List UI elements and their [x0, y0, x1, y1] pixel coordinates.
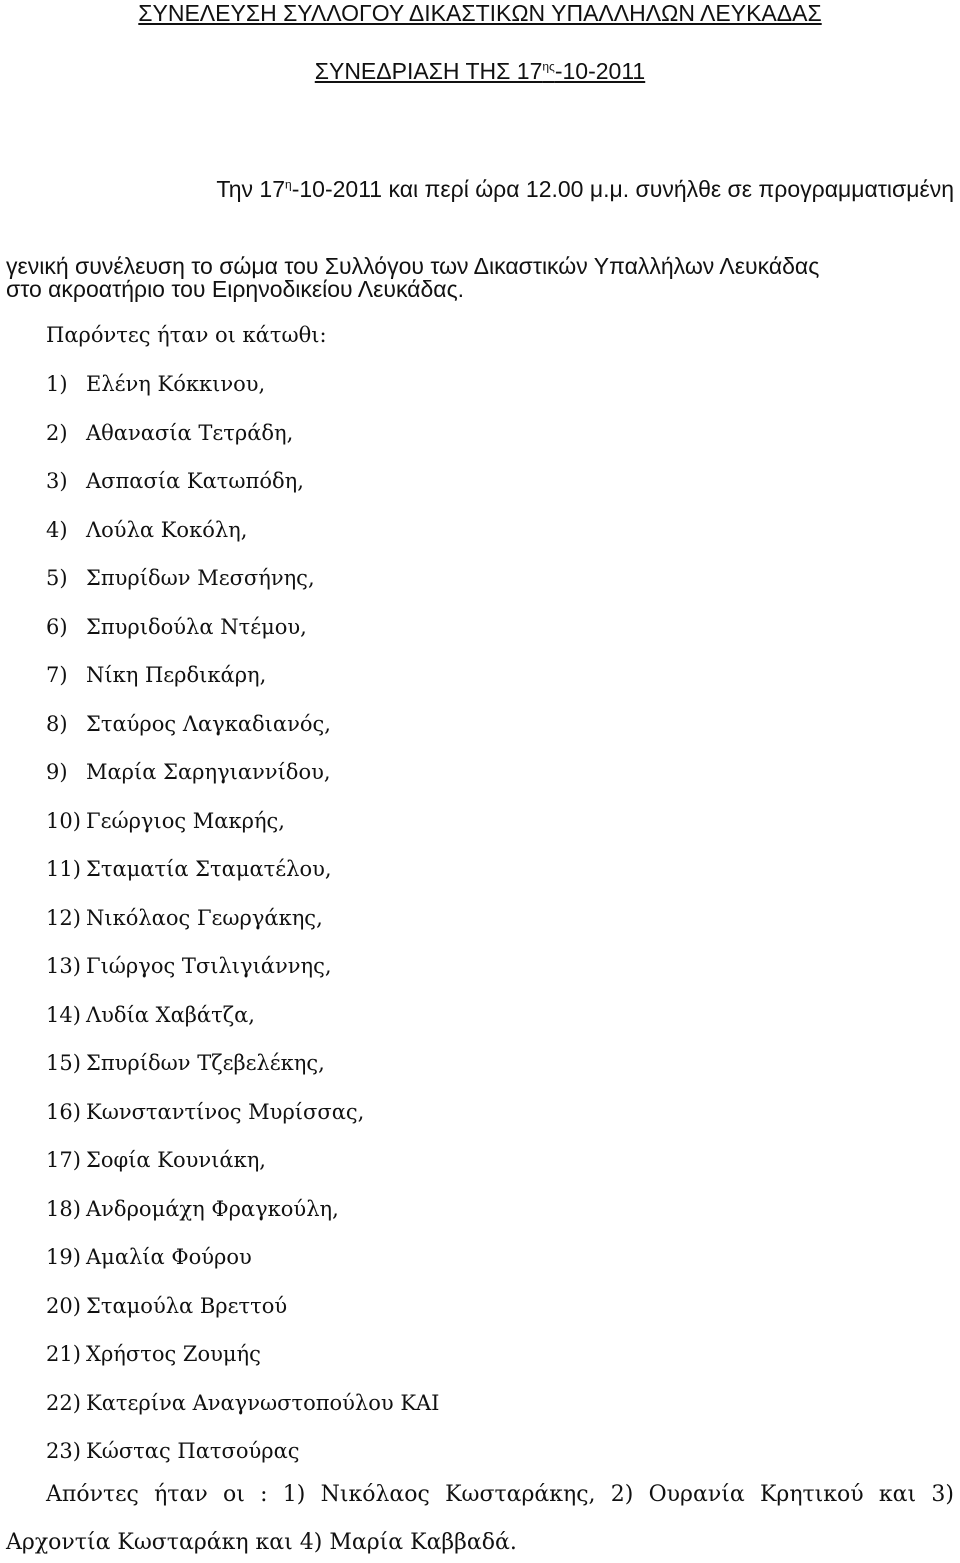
- subtitle-prefix: ΣΥΝΕΔΡΙΑΣΗ ΤΗΣ 17: [314, 58, 543, 84]
- attendee-item: [46, 809, 285, 833]
- absent-line-2: Αρχοντία Κωσταράκη και 4) Μαρία Καββαδά.: [6, 1530, 517, 1555]
- attendee-number: 11): [46, 857, 81, 881]
- attendee-name: Λυδία Χαβάτζα,: [86, 1002, 255, 1027]
- attendee-name: Σταματία Σταματέλου,: [86, 857, 332, 881]
- attendee-number: 23): [46, 1439, 81, 1463]
- attendee-item: [46, 615, 307, 639]
- attendee-number: 18): [46, 1196, 81, 1221]
- attendee-item: [46, 1003, 255, 1027]
- attendee-name: Νικόλαος Γεωργάκης,: [86, 905, 323, 930]
- attendee-name: Σπυριδούλα Ντέμου,: [86, 614, 307, 639]
- intro-line-1-prefix: Την 17: [216, 176, 286, 202]
- attendee-name: Ελένη Κόκκινου,: [86, 372, 266, 396]
- attendee-name: Γιώργος Τσιλιγιάννης,: [86, 954, 332, 978]
- attendee-number: 3): [46, 469, 68, 493]
- attendee-number: 9): [46, 760, 68, 784]
- attendee-number: 19): [46, 1245, 81, 1269]
- attendee-item: [46, 906, 323, 930]
- attendee-item: [46, 1148, 266, 1172]
- intro-line-1: [216, 176, 954, 203]
- attendee-number: 15): [46, 1051, 81, 1075]
- attendee-item: [46, 1100, 364, 1124]
- attendee-name: Ασπασία Κατωπόδη,: [86, 469, 304, 493]
- attendee-item: [46, 421, 293, 445]
- attendee-item: [46, 1294, 287, 1318]
- intro-line-1-sup: η: [285, 177, 292, 192]
- attendee-number: 14): [46, 1002, 81, 1027]
- document-title: ΣΥΝΕΛΕΥΣΗ ΣΥΛΛΟΓΟΥ ΔΙΚΑΣΤΙΚΩΝ ΥΠΑΛΛΗΛΩΝ ΛΕΥΚΑΔΑΣ: [138, 0, 822, 26]
- attendee-number: 16): [46, 1099, 81, 1124]
- attendee-name: Σοφία Κουνιάκη,: [86, 1148, 266, 1172]
- attendee-item: [46, 1051, 325, 1075]
- attendee-item: [46, 1439, 300, 1463]
- attendee-item: [46, 372, 265, 396]
- attendee-name: Γεώργιος Μακρής,: [86, 808, 285, 833]
- attendee-name: Αμαλία Φούρου: [86, 1245, 252, 1269]
- attendee-item: [46, 566, 315, 590]
- absent-line-1: Απόντες ήταν οι : 1) Νικόλαος Κωσταράκης, 2) Ουρανία Κρητικού και 3): [46, 1482, 954, 1507]
- present-heading: Παρόντες ήταν οι κάτωθι:: [46, 323, 327, 347]
- attendee-name: Κώστας Πατσούρας: [86, 1439, 300, 1463]
- attendee-number: 5): [46, 566, 68, 590]
- attendee-item: [46, 469, 304, 493]
- intro-line-3: στο ακροατήριο του Ειρηνοδικείου Λευκάδας.: [6, 276, 465, 302]
- attendee-item: [46, 954, 332, 978]
- attendee-name: Χρήστος Ζουμής: [86, 1342, 261, 1366]
- attendee-item: [46, 663, 266, 687]
- attendee-name: Νίκη Περδικάρη,: [86, 663, 267, 687]
- attendee-number: 17): [46, 1148, 81, 1172]
- attendee-item: [46, 518, 247, 542]
- attendee-number: 8): [46, 711, 68, 736]
- subtitle-suffix: -10-2011: [554, 58, 646, 84]
- attendee-number: 13): [46, 954, 81, 978]
- attendee-item: [46, 1197, 339, 1221]
- intro-line-2: γενική συνέλευση το σώμα του Συλλόγου των Δικαστικών Υπαλλήλων Λευκάδας: [6, 253, 820, 279]
- attendee-name: Σπυρίδων Μεσσήνης,: [86, 566, 315, 590]
- attendee-name: Μαρία Σαρηγιαννίδου,: [86, 760, 331, 784]
- subtitle-sup: ης: [542, 59, 555, 74]
- attendee-name: Κατερίνα Αναγνωστοπούλου ΚΑΙ: [86, 1390, 440, 1415]
- attendee-name: Σταύρος Λαγκαδιανός,: [86, 711, 331, 736]
- attendee-item: [46, 712, 331, 736]
- attendee-number: 4): [46, 517, 68, 542]
- attendee-name: Λούλα Κοκόλη,: [86, 517, 248, 542]
- attendee-number: 1): [46, 372, 68, 396]
- attendee-number: 10): [46, 808, 81, 833]
- attendee-name: Κωνσταντίνος Μυρίσσας,: [86, 1099, 365, 1124]
- attendee-number: 2): [46, 420, 68, 445]
- attendee-name: Σπυρίδων Τζεβελέκης,: [86, 1051, 325, 1075]
- attendee-number: 7): [46, 663, 68, 687]
- attendee-number: 20): [46, 1293, 81, 1318]
- attendee-name: Αθανασία Τετράδη,: [86, 420, 294, 445]
- attendee-item: [46, 1245, 252, 1269]
- intro-line-1-suffix: -10-2011 και περί ώρα 12.00 μ.μ. συνήλθε σε προγραμματισμένη: [291, 176, 954, 202]
- attendee-name: Σταμούλα Βρεττού: [86, 1293, 288, 1318]
- attendee-item: [46, 760, 331, 784]
- attendee-item: [46, 1391, 439, 1415]
- attendee-name: Ανδρομάχη Φραγκούλη,: [86, 1196, 339, 1221]
- attendee-number: 6): [46, 614, 68, 639]
- attendee-number: 12): [46, 905, 81, 930]
- attendee-number: 21): [46, 1342, 81, 1366]
- attendee-number: 22): [46, 1390, 81, 1415]
- document-subtitle: [0, 58, 960, 85]
- attendee-item: [46, 857, 332, 881]
- attendee-item: [46, 1342, 261, 1366]
